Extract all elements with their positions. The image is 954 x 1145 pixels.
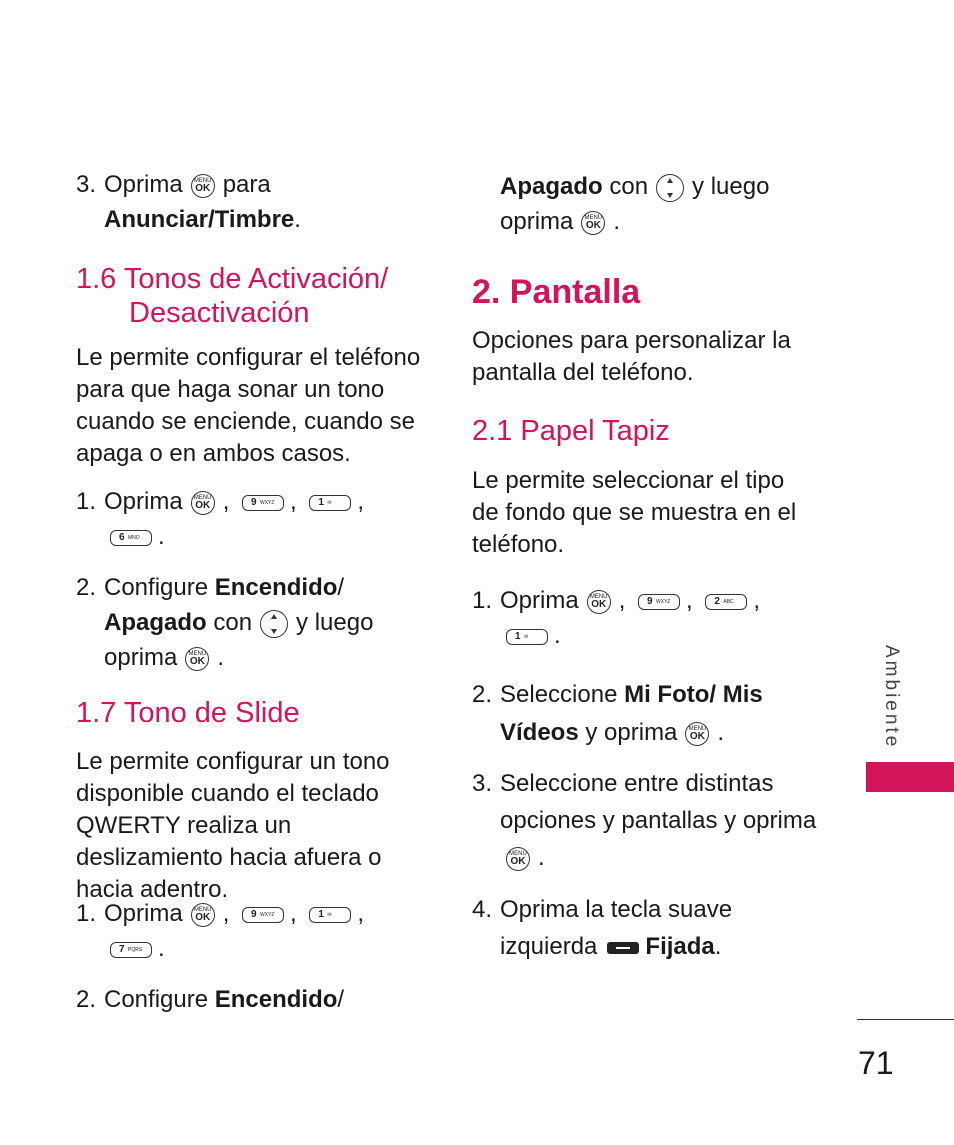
- key-1-icon: 1 ✉: [309, 495, 351, 511]
- menu-ok-key-icon: MENU OK: [191, 903, 215, 927]
- key-9-icon: 9 WXYZ: [638, 594, 680, 610]
- page-number: 71: [858, 1045, 894, 1081]
- menu-ok-key-icon: MENU OK: [185, 647, 209, 671]
- section-2-1-step-1: 1. Oprima MENU OK , 9 WXYZ , 2 ABC , 1 ✉ .: [472, 587, 761, 649]
- footer-rule: [857, 1019, 954, 1020]
- key-1-icon: 1 ✉: [506, 629, 548, 645]
- section-2-description: Opciones para personalizar la pantalla del teléfono.: [472, 327, 791, 386]
- menu-ok-key-icon: MENU OK: [581, 211, 605, 235]
- section-1-6-step-2: 2. Configure Encendido/ Apagado con y luego oprima MENU OK .: [76, 574, 374, 671]
- menu-ok-key-icon: MENU OK: [191, 491, 215, 515]
- key-6-icon: 6 MNO: [110, 530, 152, 546]
- section-1-7-description: Le permite configurar un tono disponible cuando el teclado QWERTY realiza un deslizamiento hacia afuera o hacia adentro.: [76, 748, 390, 903]
- menu-ok-key-icon: MENU OK: [191, 174, 215, 198]
- step-2-continuation: Apagado con y luego oprima MENU OK .: [500, 173, 770, 235]
- section-1-7-heading: 1.7 Tono de Slide: [76, 697, 300, 729]
- section-1-6-step-1: 1. Oprima MENU OK , 9 WXYZ , 1 ✉ , 6 MNO .: [76, 488, 365, 550]
- key-9-icon: 9 WXYZ: [242, 495, 284, 511]
- section-2-heading: 2. Pantalla: [472, 273, 641, 311]
- section-1-7-step-1: 1. Oprima MENU OK , 9 WXYZ , 1 ✉ , 7 PQRS .: [76, 900, 365, 962]
- navigation-key-icon: [260, 610, 288, 638]
- key-9-icon: 9 WXYZ: [242, 907, 284, 923]
- section-2-1-step-3: 3. Seleccione entre distintas opciones y pantallas y oprima MENU OK .: [472, 770, 817, 871]
- key-7-icon: 7 PQRS: [110, 942, 152, 958]
- section-1-6-heading: 1.6 Tonos de Activación/ Desactivación: [76, 263, 389, 329]
- key-2-icon: 2 ABC: [705, 594, 747, 610]
- menu-ok-key-icon: MENU OK: [587, 590, 611, 614]
- menu-ok-key-icon: MENU OK: [506, 847, 530, 871]
- chapter-side-label: Ambiente: [881, 645, 902, 750]
- menu-ok-key-icon: MENU OK: [685, 722, 709, 746]
- step-3-anunciar: 3. Oprima MENU OK para Anunciar/Timbre.: [76, 171, 301, 233]
- navigation-key-icon: [656, 174, 684, 202]
- section-2-1-step-4: 4. Oprima la tecla suave izquierda Fijada.: [472, 896, 733, 960]
- left-soft-key-icon: [607, 942, 639, 954]
- section-1-7-step-2: 2. Configure Encendido/: [76, 986, 345, 1013]
- chapter-tab-marker: [866, 762, 954, 792]
- section-2-1-description: Le permite seleccionar el tipo de fondo que se muestra en el teléfono.: [472, 467, 797, 558]
- section-1-6-description: Le permite configurar el teléfono para que haga sonar un tono cuando se enciende, cuando se apaga o en ambos casos.: [76, 344, 421, 467]
- key-1-icon: 1 ✉: [309, 907, 351, 923]
- section-2-1-heading: 2.1 Papel Tapiz: [472, 415, 670, 447]
- section-2-1-step-2: 2. Seleccione Mi Foto/ Mis Vídeos y oprima MENU OK .: [472, 681, 763, 746]
